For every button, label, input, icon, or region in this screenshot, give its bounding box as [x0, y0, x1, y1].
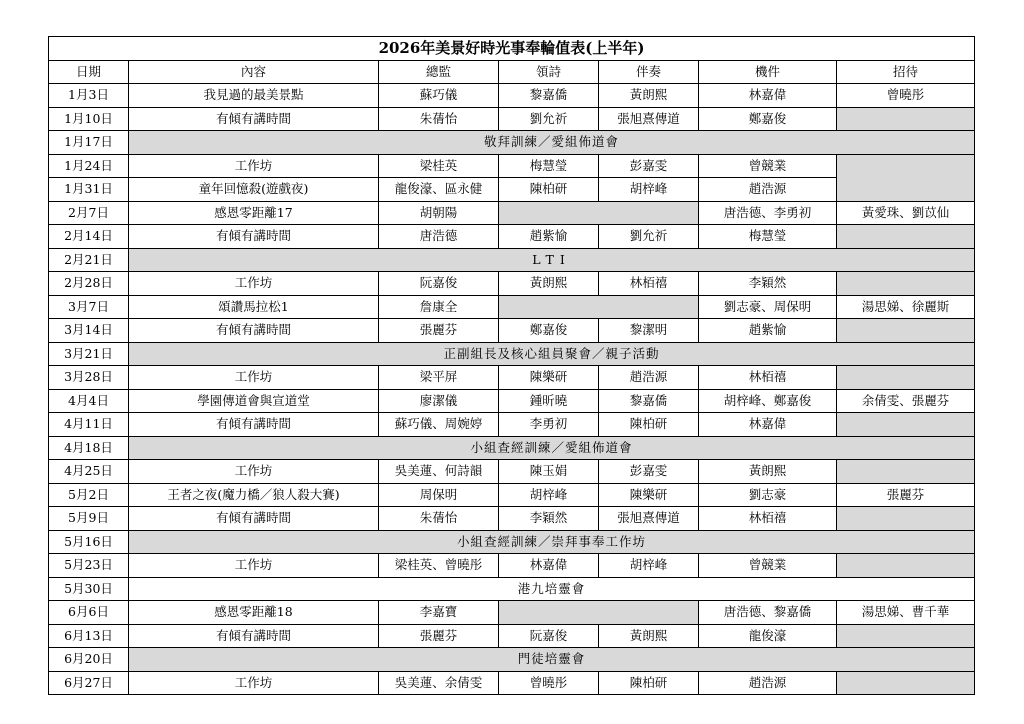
- empty-usher-cell: [837, 413, 975, 437]
- event-cell: 港九培靈會: [129, 577, 975, 601]
- empty-usher-cell: [837, 460, 975, 484]
- director-cell: 朱蒨怡: [379, 507, 499, 531]
- date-cell: 2月21日: [49, 248, 129, 272]
- date-cell: 4月11日: [49, 413, 129, 437]
- table-row: [49, 436, 975, 460]
- date-cell: 4月18日: [49, 436, 129, 460]
- event-cell: LTI: [129, 248, 975, 272]
- accomp-cell: 陳樂研: [599, 483, 699, 507]
- table-row: [49, 648, 975, 672]
- table-row: [49, 389, 975, 413]
- header-usher: 招待: [837, 60, 975, 84]
- table-row: [49, 483, 975, 507]
- date-cell: 1月24日: [49, 154, 129, 178]
- date-cell: 5月16日: [49, 530, 129, 554]
- content-cell: 工作坊: [129, 154, 379, 178]
- empty-music-cell: [499, 201, 699, 225]
- header-content: 內容: [129, 60, 379, 84]
- empty-usher-cell: [837, 624, 975, 648]
- worship-cell: 鍾昕曉: [499, 389, 599, 413]
- roster-table: [48, 36, 975, 695]
- usher-cell: 余倩雯、張麗芬: [837, 389, 975, 413]
- date-cell: 1月10日: [49, 107, 129, 131]
- accomp-cell: 彭嘉雯: [599, 460, 699, 484]
- table-row: [49, 671, 975, 695]
- date-cell: 6月27日: [49, 671, 129, 695]
- accomp-cell: 陳柏研: [599, 413, 699, 437]
- accomp-cell: 趙浩源: [599, 366, 699, 390]
- director-cell: 朱蒨怡: [379, 107, 499, 131]
- date-cell: 3月21日: [49, 342, 129, 366]
- table-row: [49, 131, 975, 155]
- tech-cell: 曾競業: [699, 154, 837, 178]
- empty-usher-cell: [837, 366, 975, 390]
- header-accompanist: 伴奏: [599, 60, 699, 84]
- header-director: 總監: [379, 60, 499, 84]
- director-cell: 張麗芬: [379, 624, 499, 648]
- empty-usher-cell: [837, 507, 975, 531]
- empty-music-cell: [499, 295, 699, 319]
- event-cell: 敬拜訓練／愛組佈道會: [129, 131, 975, 155]
- header-tech: 機件: [699, 60, 837, 84]
- table-row: [49, 201, 975, 225]
- worship-cell: 黎嘉僑: [499, 84, 599, 108]
- worship-cell: 劉允祈: [499, 107, 599, 131]
- table-row: [49, 178, 975, 202]
- date-cell: 6月20日: [49, 648, 129, 672]
- worship-cell: 梅慧瑩: [499, 154, 599, 178]
- table-row: [49, 366, 975, 390]
- empty-usher-cell: [837, 554, 975, 578]
- usher-cell: 黃愛珠、劉苡仙: [837, 201, 975, 225]
- date-cell: 5月2日: [49, 483, 129, 507]
- table-row: [49, 319, 975, 343]
- accomp-cell: 張旭熹傳道: [599, 507, 699, 531]
- worship-cell: 鄭嘉俊: [499, 319, 599, 343]
- content-cell: 工作坊: [129, 460, 379, 484]
- table-row: [49, 413, 975, 437]
- director-cell: 唐浩德: [379, 225, 499, 249]
- director-cell: 蘇巧儀: [379, 84, 499, 108]
- title-row: [49, 37, 975, 61]
- worship-cell: 趙紫愉: [499, 225, 599, 249]
- tech-cell: 鄭嘉俊: [699, 107, 837, 131]
- tech-cell: 劉志豪: [699, 483, 837, 507]
- director-cell: 梁平屏: [379, 366, 499, 390]
- tech-cell: 林栢禧: [699, 366, 837, 390]
- empty-usher-cell: [837, 319, 975, 343]
- director-cell: 周保明: [379, 483, 499, 507]
- content-cell: 工作坊: [129, 671, 379, 695]
- date-cell: 5月30日: [49, 577, 129, 601]
- worship-cell: 林嘉偉: [499, 554, 599, 578]
- usher-cell: 湯思娣、徐麗斯: [837, 295, 975, 319]
- date-cell: 3月14日: [49, 319, 129, 343]
- tech-cell: 趙浩源: [699, 671, 837, 695]
- worship-cell: 陳玉娟: [499, 460, 599, 484]
- table-row: [49, 84, 975, 108]
- director-cell: 張麗芬: [379, 319, 499, 343]
- content-cell: 王者之夜(魔力橋／狼人殺大賽): [129, 483, 379, 507]
- event-cell: 門徒培靈會: [129, 648, 975, 672]
- content-cell: 我見過的最美景點: [129, 84, 379, 108]
- table-row: [49, 272, 975, 296]
- date-cell: 5月23日: [49, 554, 129, 578]
- accomp-cell: 黃朗熙: [599, 84, 699, 108]
- content-cell: 頌讚馬拉松1: [129, 295, 379, 319]
- table-row: [49, 154, 975, 178]
- content-cell: 有傾有講時間: [129, 225, 379, 249]
- empty-usher-cell: [837, 225, 975, 249]
- tech-cell: 趙浩源: [699, 178, 837, 202]
- table-row: [49, 295, 975, 319]
- empty-usher-cell: [837, 272, 975, 296]
- date-cell: 3月28日: [49, 366, 129, 390]
- content-cell: 感恩零距離17: [129, 201, 379, 225]
- content-cell: 工作坊: [129, 272, 379, 296]
- date-cell: 2月28日: [49, 272, 129, 296]
- header-date: 日期: [49, 60, 129, 84]
- tech-cell: 胡梓峰、鄭嘉俊: [699, 389, 837, 413]
- date-cell: 1月31日: [49, 178, 129, 202]
- worship-cell: 曾曉彤: [499, 671, 599, 695]
- date-cell: 2月14日: [49, 225, 129, 249]
- tech-cell: 李穎然: [699, 272, 837, 296]
- tech-cell: 黃朗熙: [699, 460, 837, 484]
- table-row: [49, 225, 975, 249]
- content-cell: 感恩零距離18: [129, 601, 379, 625]
- worship-cell: 陳柏研: [499, 178, 599, 202]
- accomp-cell: 張旭熹傳道: [599, 107, 699, 131]
- director-cell: 梁桂英: [379, 154, 499, 178]
- table-row: [49, 554, 975, 578]
- table-row: [49, 342, 975, 366]
- date-cell: 1月17日: [49, 131, 129, 155]
- accomp-cell: 胡梓峰: [599, 554, 699, 578]
- content-cell: 有傾有講時間: [129, 319, 379, 343]
- table-row: [49, 601, 975, 625]
- content-cell: 學園傳道會與宣道堂: [129, 389, 379, 413]
- worship-cell: 胡梓峰: [499, 483, 599, 507]
- event-cell: 小組查經訓練／愛組佈道會: [129, 436, 975, 460]
- worship-cell: 李穎然: [499, 507, 599, 531]
- date-cell: 6月6日: [49, 601, 129, 625]
- accomp-cell: 林栢禧: [599, 272, 699, 296]
- table-row: [49, 107, 975, 131]
- header-worship-leader: 領詩: [499, 60, 599, 84]
- tech-cell: 曾競業: [699, 554, 837, 578]
- director-cell: 梁桂英、曾曉彤: [379, 554, 499, 578]
- tech-cell: 林栢禧: [699, 507, 837, 531]
- empty-usher-cell: [837, 671, 975, 695]
- director-cell: 廖潔儀: [379, 389, 499, 413]
- accomp-cell: 黃朗熙: [599, 624, 699, 648]
- director-cell: 龍俊濠、區永健: [379, 178, 499, 202]
- content-cell: 有傾有講時間: [129, 107, 379, 131]
- usher-cell: 湯思娣、曹千華: [837, 601, 975, 625]
- accomp-cell: 劉允祈: [599, 225, 699, 249]
- date-cell: 2月7日: [49, 201, 129, 225]
- content-cell: 有傾有講時間: [129, 507, 379, 531]
- accomp-cell: 黎嘉僑: [599, 389, 699, 413]
- worship-cell: 李勇初: [499, 413, 599, 437]
- director-cell: 胡朝陽: [379, 201, 499, 225]
- empty-usher-cell: [837, 154, 975, 201]
- accomp-cell: 胡梓峰: [599, 178, 699, 202]
- roster-title: 2026年美景好時光事奉輪值表(上半年): [49, 37, 975, 61]
- director-cell: 阮嘉俊: [379, 272, 499, 296]
- accomp-cell: 陳柏研: [599, 671, 699, 695]
- date-cell: 4月25日: [49, 460, 129, 484]
- director-cell: 蘇巧儀、周婉婷: [379, 413, 499, 437]
- date-cell: 5月9日: [49, 507, 129, 531]
- tech-cell: 梅慧瑩: [699, 225, 837, 249]
- header-row: [49, 60, 975, 84]
- content-cell: 有傾有講時間: [129, 624, 379, 648]
- content-cell: 工作坊: [129, 366, 379, 390]
- usher-cell: 曾曉彤: [837, 84, 975, 108]
- empty-music-cell: [499, 601, 699, 625]
- date-cell: 4月4日: [49, 389, 129, 413]
- table-row: [49, 507, 975, 531]
- date-cell: 3月7日: [49, 295, 129, 319]
- tech-cell: 龍俊濠: [699, 624, 837, 648]
- director-cell: 李嘉寶: [379, 601, 499, 625]
- date-cell: 6月13日: [49, 624, 129, 648]
- director-cell: 詹康全: [379, 295, 499, 319]
- worship-cell: 阮嘉俊: [499, 624, 599, 648]
- table-row: [49, 577, 975, 601]
- usher-cell: 張麗芬: [837, 483, 975, 507]
- date-cell: 1月3日: [49, 84, 129, 108]
- accomp-cell: 黎潔明: [599, 319, 699, 343]
- event-cell: 正副組長及核心組員聚會／親子活動: [129, 342, 975, 366]
- tech-cell: 唐浩德、黎嘉僑: [699, 601, 837, 625]
- accomp-cell: 彭嘉雯: [599, 154, 699, 178]
- director-cell: 吳美蓮、余倩雯: [379, 671, 499, 695]
- content-cell: 工作坊: [129, 554, 379, 578]
- table-row: [49, 248, 975, 272]
- worship-cell: 黃朗熙: [499, 272, 599, 296]
- table-row: [49, 530, 975, 554]
- tech-cell: 趙紫愉: [699, 319, 837, 343]
- empty-usher-cell: [837, 107, 975, 131]
- table-row: [49, 460, 975, 484]
- tech-cell: 唐浩德、李勇初: [699, 201, 837, 225]
- director-cell: 吳美蓮、何詩韻: [379, 460, 499, 484]
- content-cell: 有傾有講時間: [129, 413, 379, 437]
- tech-cell: 林嘉偉: [699, 84, 837, 108]
- table-row: [49, 624, 975, 648]
- content-cell: 童年回憶殺(遊戲夜): [129, 178, 379, 202]
- event-cell: 小組查經訓練／崇拜事奉工作坊: [129, 530, 975, 554]
- tech-cell: 劉志豪、周保明: [699, 295, 837, 319]
- worship-cell: 陳樂研: [499, 366, 599, 390]
- tech-cell: 林嘉偉: [699, 413, 837, 437]
